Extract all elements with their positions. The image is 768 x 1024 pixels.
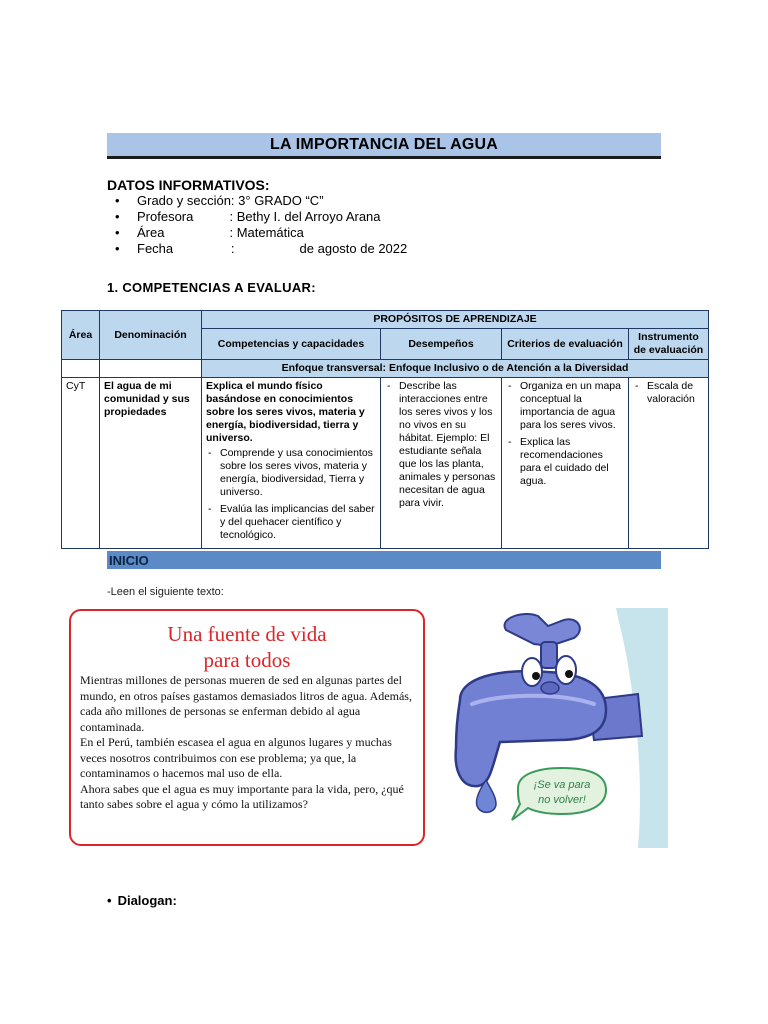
criterio-item: - Explica las recomendaciones para el cuidado del agua. bbox=[506, 436, 624, 488]
eye-left bbox=[522, 658, 542, 686]
handle-shape bbox=[505, 614, 580, 646]
inicio-bar bbox=[107, 551, 661, 569]
bubble-line2: no volver! bbox=[538, 794, 586, 806]
competencias-heading: 1. COMPETENCIAS A EVALUAR: bbox=[107, 280, 316, 295]
faucet-character-icon bbox=[438, 608, 668, 848]
enfoque-blank-2 bbox=[100, 360, 202, 378]
capacidad-item: - Evalúa las implicancias del saber y del quehacer científico y tecnológico. bbox=[206, 503, 376, 542]
cell-desempenos bbox=[381, 378, 502, 549]
reading-title-line1: Una fuente de vida bbox=[167, 622, 327, 646]
reading-box bbox=[69, 609, 425, 846]
eye-right bbox=[556, 656, 576, 684]
header-denominacion: Denominación bbox=[100, 311, 202, 360]
pupil-left bbox=[532, 672, 540, 680]
enfoque-blank-1 bbox=[62, 360, 100, 378]
desempenos-list bbox=[385, 380, 497, 510]
reading-title bbox=[71, 621, 423, 673]
capacidades-list bbox=[206, 447, 376, 542]
bubble-line1: ¡Se va para bbox=[533, 779, 591, 791]
competencias-table bbox=[61, 310, 709, 549]
header-competencias: Competencias y capacidades bbox=[202, 329, 381, 360]
instrumento-item: - Escala de valoración bbox=[633, 380, 704, 406]
handle-stem bbox=[541, 642, 557, 668]
criterios-list bbox=[506, 380, 624, 488]
page-title: LA IMPORTANCIA DEL AGUA bbox=[270, 135, 498, 153]
header-desempenos: Desempeños bbox=[381, 329, 502, 360]
datos-item-area: • Área : Matemática bbox=[115, 225, 407, 241]
header-criterios: Criterios de evaluación bbox=[502, 329, 629, 360]
capacidad-item: - Comprende y usa conocimientos sobre los seres vivos, materia y energía, biodiversidad, Tierra y universo. bbox=[206, 447, 376, 499]
reading-title-line2: para todos bbox=[203, 648, 291, 672]
datos-heading: DATOS INFORMATIVOS: bbox=[107, 177, 270, 193]
cell-denominacion: El agua de mi comunidad y sus propiedades bbox=[100, 378, 202, 549]
reading-body bbox=[80, 673, 420, 813]
datos-item-grado: • Grado y sección: 3° GRADO “C” bbox=[115, 193, 407, 209]
cell-criterios bbox=[502, 378, 629, 549]
desempeno-item: - Describe las interacciones entre los seres vivos y los no vivos en su hábitat. Ejemplo: El estudiante señala que los las planta, animales y personas necesitan de agua para vivir. bbox=[385, 380, 497, 510]
inicio-heading: INICIO bbox=[109, 553, 149, 568]
criterio-item: - Organiza en un mapa conceptual la importancia de agua para los seres vivos. bbox=[506, 380, 624, 432]
cell-area: CyT bbox=[62, 378, 100, 549]
header-propositos: PROPÓSITOS DE APRENDIZAJE bbox=[202, 311, 709, 329]
pupil-right bbox=[565, 670, 573, 678]
header-instrumento: Instrumento de evaluación bbox=[629, 329, 709, 360]
nose-shape bbox=[541, 682, 559, 694]
datos-list bbox=[115, 193, 407, 257]
enfoque-transversal: Enfoque transversal: Enfoque Inclusivo o de Atención a la Diversidad bbox=[202, 360, 709, 378]
cell-competencias bbox=[202, 378, 381, 549]
reading-paragraph: Ahora sabes que el agua es muy importante para la vida, pero, ¿qué tanto sabes sobre el agua y cómo la utilizamos? bbox=[80, 781, 404, 811]
cell-instrumento bbox=[629, 378, 709, 549]
reading-paragraph: En el Perú, también escasea el agua en algunos lugares y muchas veces nosotros contribuimos con ese problema; ya que, la contaminamos o hacemos mal uso de ella. bbox=[80, 735, 392, 780]
title-bar bbox=[107, 133, 661, 159]
header-area: Área bbox=[62, 311, 100, 360]
instrumento-list bbox=[633, 380, 704, 406]
reading-paragraph: Mientras millones de personas mueren de sed en algunas partes del mundo, en otros países gastamos demasiados litros de agua. Además, cada año millones de personas se enferman debido al agua contaminada. bbox=[80, 673, 412, 734]
datos-item-fecha: • Fecha : de agosto de 2022 bbox=[115, 241, 407, 257]
datos-item-profesora: • Profesora : Bethy I. del Arroyo Arana bbox=[115, 209, 407, 225]
dialogan-heading: • Dialogan: bbox=[107, 893, 177, 908]
competencia-main: Explica el mundo físico basándose en conocimientos sobre los seres vivos, materia y energía, biodiversidad, tierra y universo. bbox=[206, 380, 365, 444]
instruction-text: -Leen el siguiente texto: bbox=[107, 586, 224, 598]
